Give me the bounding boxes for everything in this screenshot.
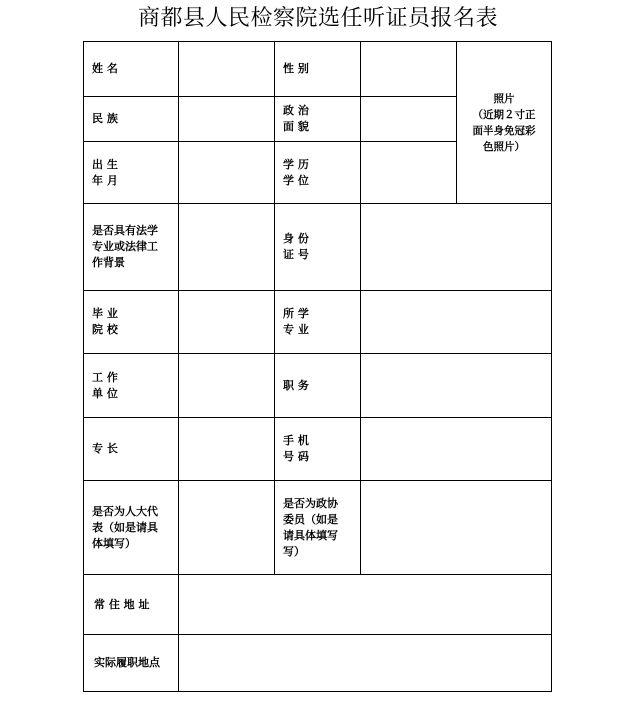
residence-field[interactable]	[178, 574, 552, 635]
education-field[interactable]	[360, 141, 457, 204]
political-status-field[interactable]	[360, 96, 457, 142]
employer-field[interactable]	[178, 353, 275, 418]
label-residence: 常 住 地 址	[83, 574, 179, 635]
label-position: 职 务	[274, 353, 361, 418]
phone-field[interactable]	[360, 417, 552, 481]
position-field[interactable]	[360, 353, 552, 418]
label-political-status: 政 治 面 貌	[274, 96, 361, 142]
performance-location-field[interactable]	[178, 634, 552, 692]
major-field[interactable]	[360, 290, 552, 354]
label-name: 姓 名	[83, 41, 179, 97]
law-background-field[interactable]	[178, 203, 275, 291]
label-graduated-school: 毕 业 院 校	[83, 290, 179, 354]
gender-field[interactable]	[360, 41, 457, 97]
label-ethnicity: 民 族	[83, 96, 179, 142]
label-npc-deputy: 是否为人大代 表（如是请具 体填写）	[83, 480, 179, 575]
label-birth-date: 出 生 年 月	[83, 141, 179, 204]
graduated-school-field[interactable]	[178, 290, 275, 354]
label-education: 学 历 学 位	[274, 141, 361, 204]
specialty-field[interactable]	[178, 417, 275, 481]
label-employer: 工 作 单 位	[83, 353, 179, 418]
label-major: 所 学 专 业	[274, 290, 361, 354]
label-phone: 手 机 号 码	[274, 417, 361, 481]
label-performance-location: 实际履职地点	[83, 634, 179, 692]
ethnicity-field[interactable]	[178, 96, 275, 142]
photo-placeholder[interactable]: 照片 （近期２寸正 面半身免冠彩 色照片）	[456, 41, 552, 204]
label-id-number: 身 份 证 号	[274, 203, 361, 291]
birth-date-field[interactable]	[178, 141, 275, 204]
label-gender: 性 别	[274, 41, 361, 97]
form-title: 商都县人民检察院选任听证员报名表	[137, 6, 498, 31]
cppcc-member-field[interactable]	[360, 480, 552, 575]
label-cppcc-member: 是否为政协 委员（如是 请具体填写 写）	[274, 480, 361, 575]
label-specialty: 专 长	[83, 417, 179, 481]
id-number-field[interactable]	[360, 203, 552, 291]
name-field[interactable]	[178, 41, 275, 97]
npc-deputy-field[interactable]	[178, 480, 275, 575]
label-law-background: 是否具有法学 专业或法律工 作背景	[83, 203, 179, 291]
